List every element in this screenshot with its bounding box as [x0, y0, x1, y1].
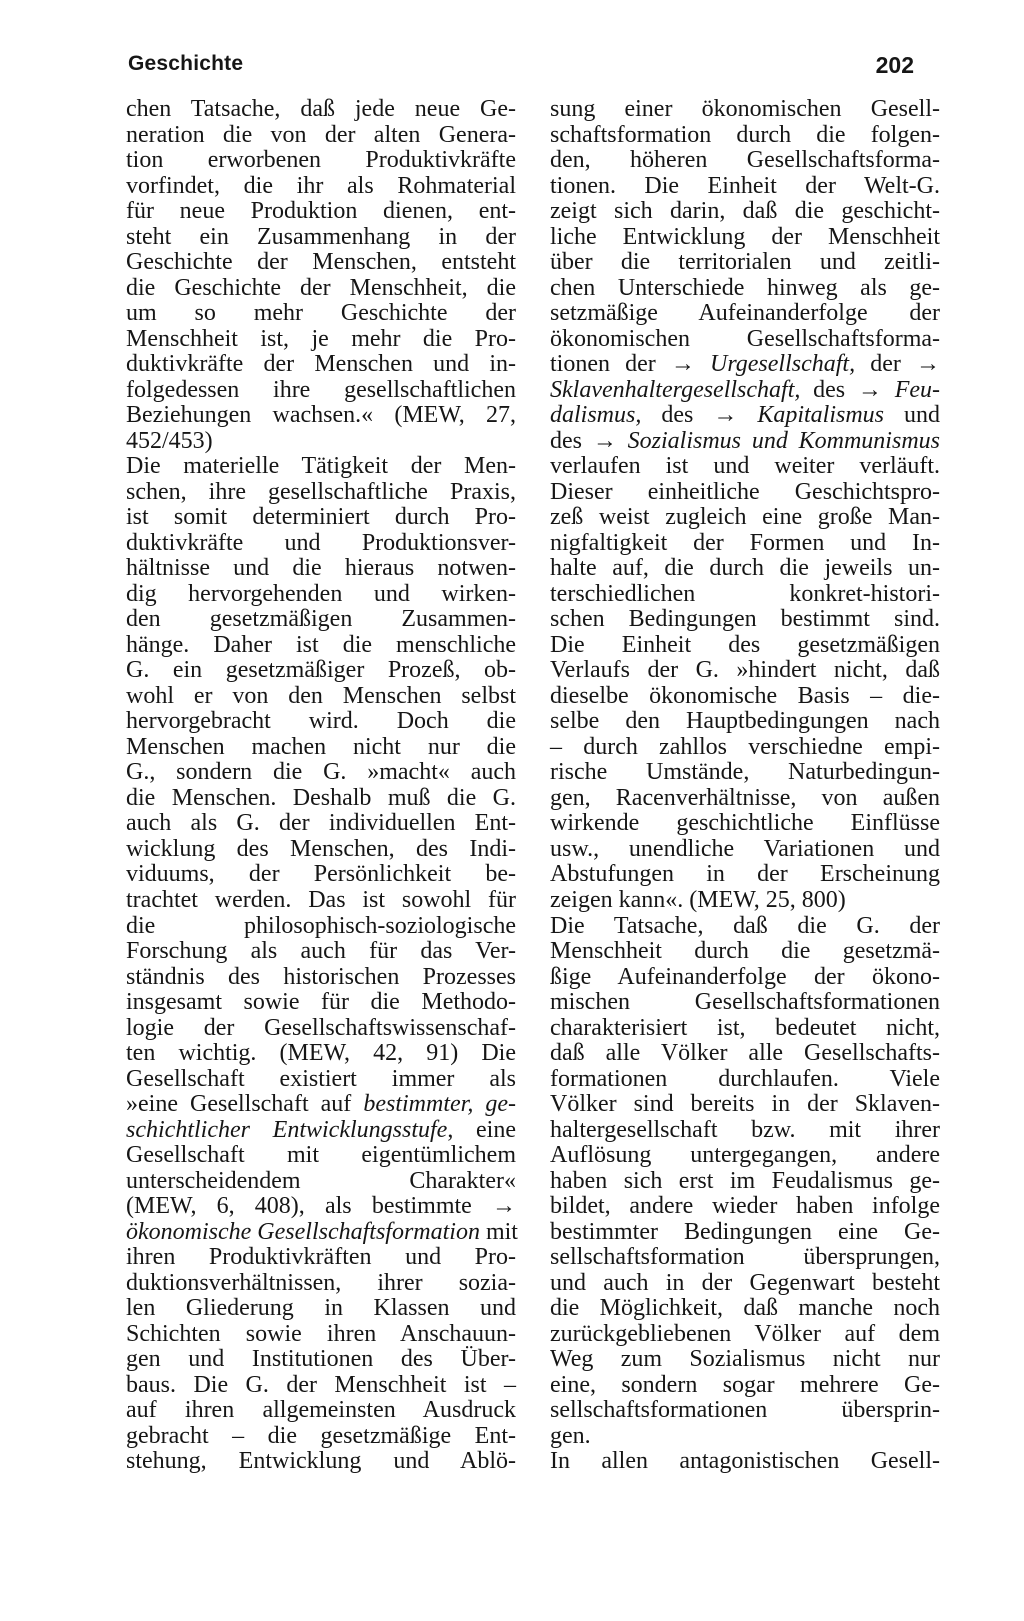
text-run: haben sich erst im Feudalismus ge-	[550, 1167, 940, 1194]
text-line	[126, 1347, 516, 1373]
text-run: vorfindet, die ihr als Rohmaterial	[126, 172, 516, 199]
text-run: terschiedlichen konkret-histori-	[550, 580, 940, 607]
text-run: schaftsformation durch die folgen-	[550, 121, 940, 148]
text-line	[550, 1347, 940, 1373]
text-run: G., sondern die G. »macht« auch	[126, 759, 516, 786]
text-line	[126, 1169, 516, 1195]
text-run: Die materielle Tätigkeit der Men-	[126, 453, 516, 480]
text-run: setzmäßige Aufeinanderfolge der	[550, 300, 940, 327]
text-run: duktionsverhältnissen, ihrer sozia-	[126, 1269, 516, 1296]
text-run: Die Einheit des gesetzmäßigen	[550, 631, 940, 658]
text-run: dieselbe ökonomische Basis – die-	[550, 682, 940, 709]
text-run: folgedessen ihre gesellschaftlichen	[126, 376, 516, 403]
text-line	[550, 378, 940, 404]
italic-term: Urgesellschaft,	[710, 351, 856, 378]
text-run: gebracht – die gesetzmäßige Ent-	[126, 1422, 516, 1449]
text-run: ökonomischen Gesellschaftsforma-	[550, 325, 940, 352]
text-line	[126, 1424, 516, 1450]
text-line	[550, 786, 940, 812]
text-line	[550, 1296, 940, 1322]
text-line	[126, 225, 516, 251]
text-line	[550, 1194, 940, 1220]
text-run: nigfaltigkeit der Formen und In-	[550, 529, 940, 556]
text-run: unterscheidendem Charakter«	[126, 1167, 516, 1194]
text-line	[126, 633, 516, 659]
text-line	[550, 888, 940, 914]
italic-term: dalismus,	[550, 402, 642, 429]
text-run: des →	[641, 402, 758, 429]
text-run: duktivkräfte der Menschen und in-	[126, 351, 516, 378]
text-line	[550, 1092, 940, 1118]
text-line	[126, 1220, 516, 1246]
text-run: wohl er von den Menschen selbst	[126, 682, 516, 709]
text-line	[126, 327, 516, 353]
page-number: 202	[875, 52, 914, 78]
text-line	[126, 709, 516, 735]
text-line	[550, 148, 940, 174]
text-run: gen, Racenverhältnisse, von außen	[550, 784, 940, 811]
text-run: des →	[800, 376, 895, 403]
text-line	[126, 1245, 516, 1271]
text-run: Abstufungen in der Erscheinung	[550, 861, 940, 888]
text-line	[126, 505, 516, 531]
text-run: die philosophisch-soziologische	[126, 912, 516, 939]
text-line	[126, 1373, 516, 1399]
text-run: halte auf, die durch die jeweils un-	[550, 555, 940, 582]
text-run: zeigen kann«. (MEW, 25, 800)	[550, 886, 846, 913]
text-line	[550, 505, 940, 531]
text-run: viduums, der Persönlichkeit be-	[126, 861, 516, 888]
text-run: stehung, Entwicklung und Ablö-	[126, 1448, 516, 1475]
text-line	[126, 480, 516, 506]
text-run: tionen der →	[550, 351, 710, 378]
text-line	[126, 1016, 516, 1042]
text-run: chen Unterschiede hinweg als ge-	[550, 274, 940, 301]
text-run: gen und Institutionen des Über-	[126, 1346, 516, 1373]
left-text-column	[126, 97, 516, 1475]
text-line	[550, 352, 940, 378]
text-line	[550, 837, 940, 863]
text-run: duktivkräfte und Produktionsver-	[126, 529, 516, 556]
text-line	[550, 760, 940, 786]
text-run: ten wichtig. (MEW, 42, 91) Die	[126, 1040, 516, 1067]
text-run: Völker sind bereits in der Sklaven-	[550, 1091, 940, 1118]
text-line	[126, 1143, 516, 1169]
text-line	[126, 658, 516, 684]
text-line	[550, 1398, 940, 1424]
text-run: »eine Gesellschaft auf	[126, 1091, 364, 1118]
text-run: Forschung als auch für das Ver-	[126, 938, 516, 965]
text-run: den, höheren Gesellschaftsforma-	[550, 147, 940, 174]
italic-term: Feu-	[894, 376, 940, 403]
text-run: den gesetzmäßigen Zusammen-	[126, 606, 516, 633]
text-line	[126, 199, 516, 225]
text-run: Menschen machen nicht nur die	[126, 733, 516, 760]
text-line	[126, 939, 516, 965]
text-line	[550, 1322, 940, 1348]
text-line	[126, 378, 516, 404]
text-line	[126, 97, 516, 123]
text-run: bildet, andere wieder haben infolge	[550, 1193, 940, 1220]
text-run: Verlaufs der G. »hindert nicht, daß	[550, 657, 940, 684]
text-line	[550, 1424, 940, 1450]
text-line	[126, 1194, 516, 1220]
text-run: wirkende geschichtliche Einflüsse	[550, 810, 940, 837]
italic-term: Kapitalismus	[757, 402, 885, 429]
text-run: ßige Aufeinanderfolge der ökono-	[550, 963, 940, 990]
text-run: Dieser einheitliche Geschichtspro-	[550, 478, 940, 505]
italic-term: Sklavenhaltergesellschaft,	[550, 376, 801, 403]
text-run: der →	[855, 351, 940, 378]
text-run: steht ein Zusammenhang in der	[126, 223, 516, 250]
right-text-column	[550, 97, 940, 1475]
text-run: auf ihren allgemeinsten Ausdruck	[126, 1397, 516, 1424]
text-line	[126, 148, 516, 174]
text-run: Geschichte der Menschen, entsteht	[126, 249, 516, 276]
text-line	[550, 1016, 940, 1042]
text-line	[550, 1118, 940, 1144]
text-run: ständnis des historischen Prozesses	[126, 963, 516, 990]
text-line	[126, 1296, 516, 1322]
text-line	[550, 862, 940, 888]
italic-term: ökonomische Gesellschaftsformation	[126, 1218, 480, 1245]
text-line	[550, 939, 940, 965]
text-line	[550, 123, 940, 149]
text-run: ist somit determiniert durch Pro-	[126, 504, 516, 531]
running-header	[128, 52, 914, 84]
text-line	[126, 454, 516, 480]
text-line	[126, 735, 516, 761]
text-line	[550, 709, 940, 735]
text-line	[126, 301, 516, 327]
text-line	[126, 888, 516, 914]
text-line	[126, 990, 516, 1016]
text-line	[550, 1245, 940, 1271]
section-title: Geschichte	[128, 52, 244, 75]
text-line	[126, 607, 516, 633]
text-run: und	[884, 402, 940, 429]
text-line	[550, 225, 940, 251]
text-run: ihren Produktivkräften und Pro-	[126, 1244, 516, 1271]
text-line	[550, 658, 940, 684]
text-run: Schichten sowie ihren Anschauun-	[126, 1320, 516, 1347]
text-run: über die territorialen und zeitli-	[550, 249, 940, 276]
text-line	[550, 327, 940, 353]
text-run: Die Tatsache, daß die G. der	[550, 912, 940, 939]
text-run: haltergesellschaft bzw. mit ihrer	[550, 1116, 940, 1143]
text-run: charakterisiert ist, bedeutet nicht,	[550, 1014, 940, 1041]
text-line	[126, 1271, 516, 1297]
text-line	[550, 914, 940, 940]
text-line	[126, 786, 516, 812]
text-line	[126, 914, 516, 940]
text-line	[126, 1398, 516, 1424]
text-line	[550, 1143, 940, 1169]
text-line	[550, 480, 940, 506]
text-run: gen.	[550, 1422, 591, 1449]
text-line	[550, 1220, 940, 1246]
text-line	[550, 276, 940, 302]
text-run: hänge. Daher ist die menschliche	[126, 631, 516, 658]
italic-term: bestimmter, ge-	[363, 1091, 516, 1118]
text-run: chen Tatsache, daß jede neue Ge-	[126, 96, 516, 122]
text-line	[126, 429, 516, 455]
text-line	[126, 403, 516, 429]
text-run: die Geschichte der Menschheit, die	[126, 274, 516, 301]
text-line	[126, 1118, 516, 1144]
text-line	[126, 1092, 516, 1118]
text-line	[126, 250, 516, 276]
text-line	[126, 965, 516, 991]
text-run: selbe den Hauptbedingungen nach	[550, 708, 940, 735]
text-run: In allen antagonistischen Gesell-	[550, 1448, 940, 1475]
text-line	[126, 352, 516, 378]
text-run: verlaufen ist und weiter verläuft.	[550, 453, 940, 480]
text-run: um so mehr Geschichte der	[126, 300, 516, 327]
text-run: die Menschen. Deshalb muß die G.	[126, 784, 516, 811]
text-run: logie der Gesellschaftswissenschaf-	[126, 1014, 516, 1041]
text-run: sung einer ökonomischen Gesell-	[550, 96, 940, 122]
text-run: die Möglichkeit, daß manche noch	[550, 1295, 940, 1322]
text-line	[550, 811, 940, 837]
text-run: zurückgebliebenen Völker auf dem	[550, 1320, 940, 1347]
text-run: neration die von der alten Genera-	[126, 121, 516, 148]
text-line	[550, 735, 940, 761]
text-run: liche Entwicklung der Menschheit	[550, 223, 940, 250]
text-line	[550, 556, 940, 582]
text-run: insgesamt sowie für die Methodo-	[126, 989, 516, 1016]
text-run: mit	[479, 1218, 518, 1245]
text-run: schen Bedingungen bestimmt sind.	[550, 606, 940, 633]
text-line	[550, 1041, 940, 1067]
text-line	[550, 250, 940, 276]
text-run: dig hervorgehenden und wirken-	[126, 580, 516, 607]
text-run: schen, ihre gesellschaftliche Praxis,	[126, 478, 516, 505]
text-line	[550, 684, 940, 710]
text-line	[126, 556, 516, 582]
text-run: Beziehungen wachsen.« (MEW, 27,	[126, 402, 516, 429]
text-line	[550, 965, 940, 991]
text-run: usw., unendliche Variationen und	[550, 835, 940, 862]
text-line	[550, 454, 940, 480]
text-run: zeß weist zugleich eine große Man-	[550, 504, 940, 531]
text-run: hervorgebracht wird. Doch die	[126, 708, 516, 735]
text-line	[126, 862, 516, 888]
text-line	[126, 174, 516, 200]
text-line	[550, 607, 940, 633]
text-line	[126, 837, 516, 863]
text-line	[550, 582, 940, 608]
text-line	[126, 531, 516, 557]
text-run: G. ein gesetzmäßiger Prozeß, ob-	[126, 657, 516, 684]
text-line	[126, 1067, 516, 1093]
text-run: (MEW, 6, 408), als bestimmte →	[126, 1193, 516, 1220]
text-run: rische Umstände, Naturbedingun-	[550, 759, 940, 786]
text-run: und auch in der Gegenwart besteht	[550, 1269, 940, 1296]
text-run: Gesellschaft mit eigentümlichem	[126, 1142, 516, 1169]
text-line	[126, 811, 516, 837]
italic-term: schichtlicher Entwicklungsstufe	[126, 1116, 448, 1143]
text-run: Menschheit ist, je mehr die Pro-	[126, 325, 516, 352]
text-line	[550, 633, 940, 659]
text-run: sellschaftsformationen übersprin-	[550, 1397, 940, 1424]
text-line	[550, 174, 940, 200]
text-run: des →	[550, 427, 628, 454]
text-run: , eine	[447, 1116, 516, 1143]
text-line	[550, 1373, 940, 1399]
text-line	[550, 97, 940, 123]
text-line	[126, 276, 516, 302]
text-run: zeigt sich darin, daß die geschicht-	[550, 198, 940, 225]
text-run: Menschheit durch die gesetzmä-	[550, 938, 940, 965]
text-line	[550, 1169, 940, 1195]
italic-term: Sozialismus und Kommunismus	[627, 427, 940, 454]
text-run: wicklung des Menschen, des Indi-	[126, 835, 516, 862]
text-run: len Gliederung in Klassen und	[126, 1295, 516, 1322]
text-run: bestimmter Bedingungen eine Ge-	[550, 1218, 940, 1245]
text-run: formationen durchlaufen. Viele	[550, 1065, 940, 1092]
text-line	[550, 199, 940, 225]
text-line	[550, 531, 940, 557]
text-run: trachtet werden. Das ist sowohl für	[126, 886, 516, 913]
text-line	[550, 301, 940, 327]
text-run: für neue Produktion dienen, ent-	[126, 198, 516, 225]
text-line	[126, 1322, 516, 1348]
text-run: 452/453)	[126, 427, 213, 454]
text-line	[126, 1449, 516, 1475]
text-line	[550, 990, 940, 1016]
text-run: baus. Die G. der Menschheit ist –	[126, 1371, 516, 1398]
text-line	[550, 429, 940, 455]
text-run: Gesellschaft existiert immer als	[126, 1065, 516, 1092]
text-line	[550, 1271, 940, 1297]
text-line	[126, 582, 516, 608]
text-run: hältnisse und die hieraus notwen-	[126, 555, 516, 582]
text-line	[126, 760, 516, 786]
text-line	[550, 1067, 940, 1093]
text-run: Auflösung untergegangen, andere	[550, 1142, 940, 1169]
text-run: sellschaftsformation übersprungen,	[550, 1244, 940, 1271]
text-run: tion erworbenen Produktivkräfte	[126, 147, 516, 174]
text-line	[126, 123, 516, 149]
text-line	[550, 1449, 940, 1475]
text-run: tionen. Die Einheit der Welt-G.	[550, 172, 940, 199]
text-line	[126, 1041, 516, 1067]
text-line	[550, 403, 940, 429]
text-run: Weg zum Sozialismus nicht nur	[550, 1346, 940, 1373]
text-run: daß alle Völker alle Gesellschafts-	[550, 1040, 940, 1067]
text-line	[126, 684, 516, 710]
text-run: auch als G. der individuellen Ent-	[126, 810, 516, 837]
text-run: eine, sondern sogar mehrere Ge-	[550, 1371, 940, 1398]
text-run: mischen Gesellschaftsformationen	[550, 989, 940, 1016]
text-run: – durch zahllos verschiedne empi-	[550, 733, 940, 760]
